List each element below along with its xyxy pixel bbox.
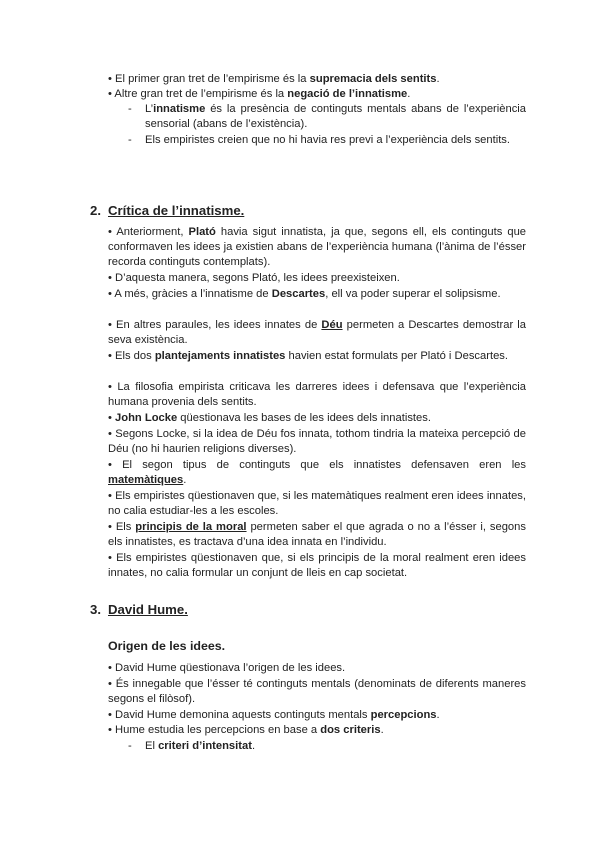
text-run: . (251, 740, 256, 752)
text-run: • Anteriorment, (108, 226, 189, 238)
text-run: • Els (108, 521, 136, 533)
section-number: 2. (90, 203, 101, 218)
bold-term: principis de la moral (135, 521, 247, 533)
bullet-text: • Altre gran tret de l’empirisme és la (108, 88, 288, 100)
bold-term: matemàtiques (108, 474, 184, 487)
paragraph (108, 677, 526, 707)
text-run: havien estat formulats per Plató i Descartes. (285, 350, 508, 362)
bullet-text: . (436, 73, 440, 85)
text-run: • (108, 412, 116, 424)
paragraph (108, 287, 526, 302)
text-run: permeten saber el que agrada o no a l’ésser i, segons els innatistes, es tractava d’una idea innata en l’individu. (108, 521, 526, 549)
paragraph (108, 661, 526, 676)
section-title: Crítica de l’innatisme. (108, 203, 245, 218)
text-run: • En altres paraules, les idees innates de (108, 319, 322, 331)
paragraph (108, 427, 526, 457)
text-run: permeten a Descartes demostrar la seva existència. (108, 319, 526, 347)
paragraph (108, 380, 526, 410)
paragraph (108, 349, 526, 364)
paragraph (108, 723, 526, 738)
sub-bullet-criteri (128, 739, 526, 754)
text-run: . (436, 709, 440, 721)
text-run: . (380, 724, 384, 736)
bullet-text: . (407, 88, 411, 100)
text-run: El (145, 740, 159, 752)
section-title: David Hume. (108, 602, 188, 617)
bold-term: criteri d’intensitat (158, 740, 252, 752)
sub-bullet-innatisme (128, 102, 526, 132)
text-run: • Els empiristes qüestionaven que, si els principis de la moral realment eren idees innates, no calia formular un conjunt de lleis en cap societat. (108, 552, 526, 580)
text-run: • D’aquesta manera, segons Plató, les idees preexisteixen. (108, 272, 400, 284)
text-run: • Els dos (108, 350, 155, 362)
paragraph (108, 271, 526, 286)
text-run: qüestionava les bases de les idees dels innatistes. (177, 412, 431, 424)
section-heading-3 (90, 602, 188, 618)
text-run: • David Hume qüestionava l’origen de les idees. (108, 662, 346, 674)
section-number: 3. (90, 602, 101, 617)
dash-marker: - (128, 134, 132, 146)
text-run: • La filosofia empirista criticava les darreres idees i defensava que l’experiència humana provenia dels sentits. (108, 381, 526, 409)
bold-term: Descartes (271, 288, 326, 300)
text-run: L’ (145, 103, 154, 115)
section-heading-2 (90, 203, 244, 219)
paragraph (108, 551, 526, 581)
sub-bullet-text: Els empiristes creien que no hi havia res previ a l’experiència dels sentits. (145, 134, 511, 146)
dash-marker: - (128, 740, 132, 752)
bold-term: supremacia dels sentits (309, 73, 437, 85)
text-run: • Els empiristes qüestionaven que, si les matemàtiques realment eren idees innates, no calia estudiar-les a les escoles. (108, 490, 526, 518)
bold-term: plantejaments innatistes (154, 350, 286, 362)
sub-bullet-text (145, 739, 526, 754)
paragraph (108, 458, 526, 488)
bold-term: dos criteris (320, 724, 381, 736)
paragraph (108, 520, 526, 550)
text-run: havia sigut innatista, ja que, segons ell, els continguts que conformaven les idees ja existien abans de l’experiència humana (l’ànima de l’ésser recorda continguts contemplats). (108, 226, 527, 269)
bold-term: John Locke (115, 412, 178, 424)
text-run: • Segons Locke, si la idea de Déu fos innata, tothom tindria la mateixa percepció de Déu (no hi haurien religions diverses). (108, 428, 526, 456)
paragraph (108, 225, 526, 271)
text-run: • Hume estudia les percepcions en base a (108, 724, 321, 736)
paragraph (108, 708, 526, 723)
text-run: . (183, 474, 187, 487)
bullet-text: • El primer gran tret de l’empirisme és la (108, 73, 310, 85)
paragraph (108, 411, 526, 426)
text-run: , ell va poder superar el solipsisme. (325, 288, 501, 300)
bold-term: innatisme (153, 103, 206, 115)
sub-bullet-empiristes (128, 133, 526, 148)
paragraph (108, 489, 526, 519)
bold-term: Déu (321, 319, 343, 331)
text-run: • David Hume demonina aquests continguts mentals (108, 709, 371, 721)
text-run: • El segon tipus de continguts que els innatistes defensaven eren les (108, 459, 526, 471)
bold-term: Plató (188, 226, 216, 238)
bold-term: negació de l’innatisme (287, 88, 408, 100)
subsection-heading: Origen de les idees. (108, 639, 226, 653)
bold-term: percepcions (370, 709, 437, 721)
text-run: és la presència de continguts mentals abans de l’experiència sensorial (abans de l’existència). (145, 103, 526, 131)
paragraph (108, 318, 526, 348)
dash-marker: - (128, 103, 132, 115)
bullet-negacio (108, 87, 526, 102)
sub-bullet-text (145, 102, 526, 132)
bullet-supremacia (108, 72, 526, 87)
text-run: • A més, gràcies a l’innatisme de (108, 288, 272, 300)
text-run: • És innegable que l’ésser té continguts mentals (denominats de diferents maneres segons el filòsof). (108, 678, 526, 706)
